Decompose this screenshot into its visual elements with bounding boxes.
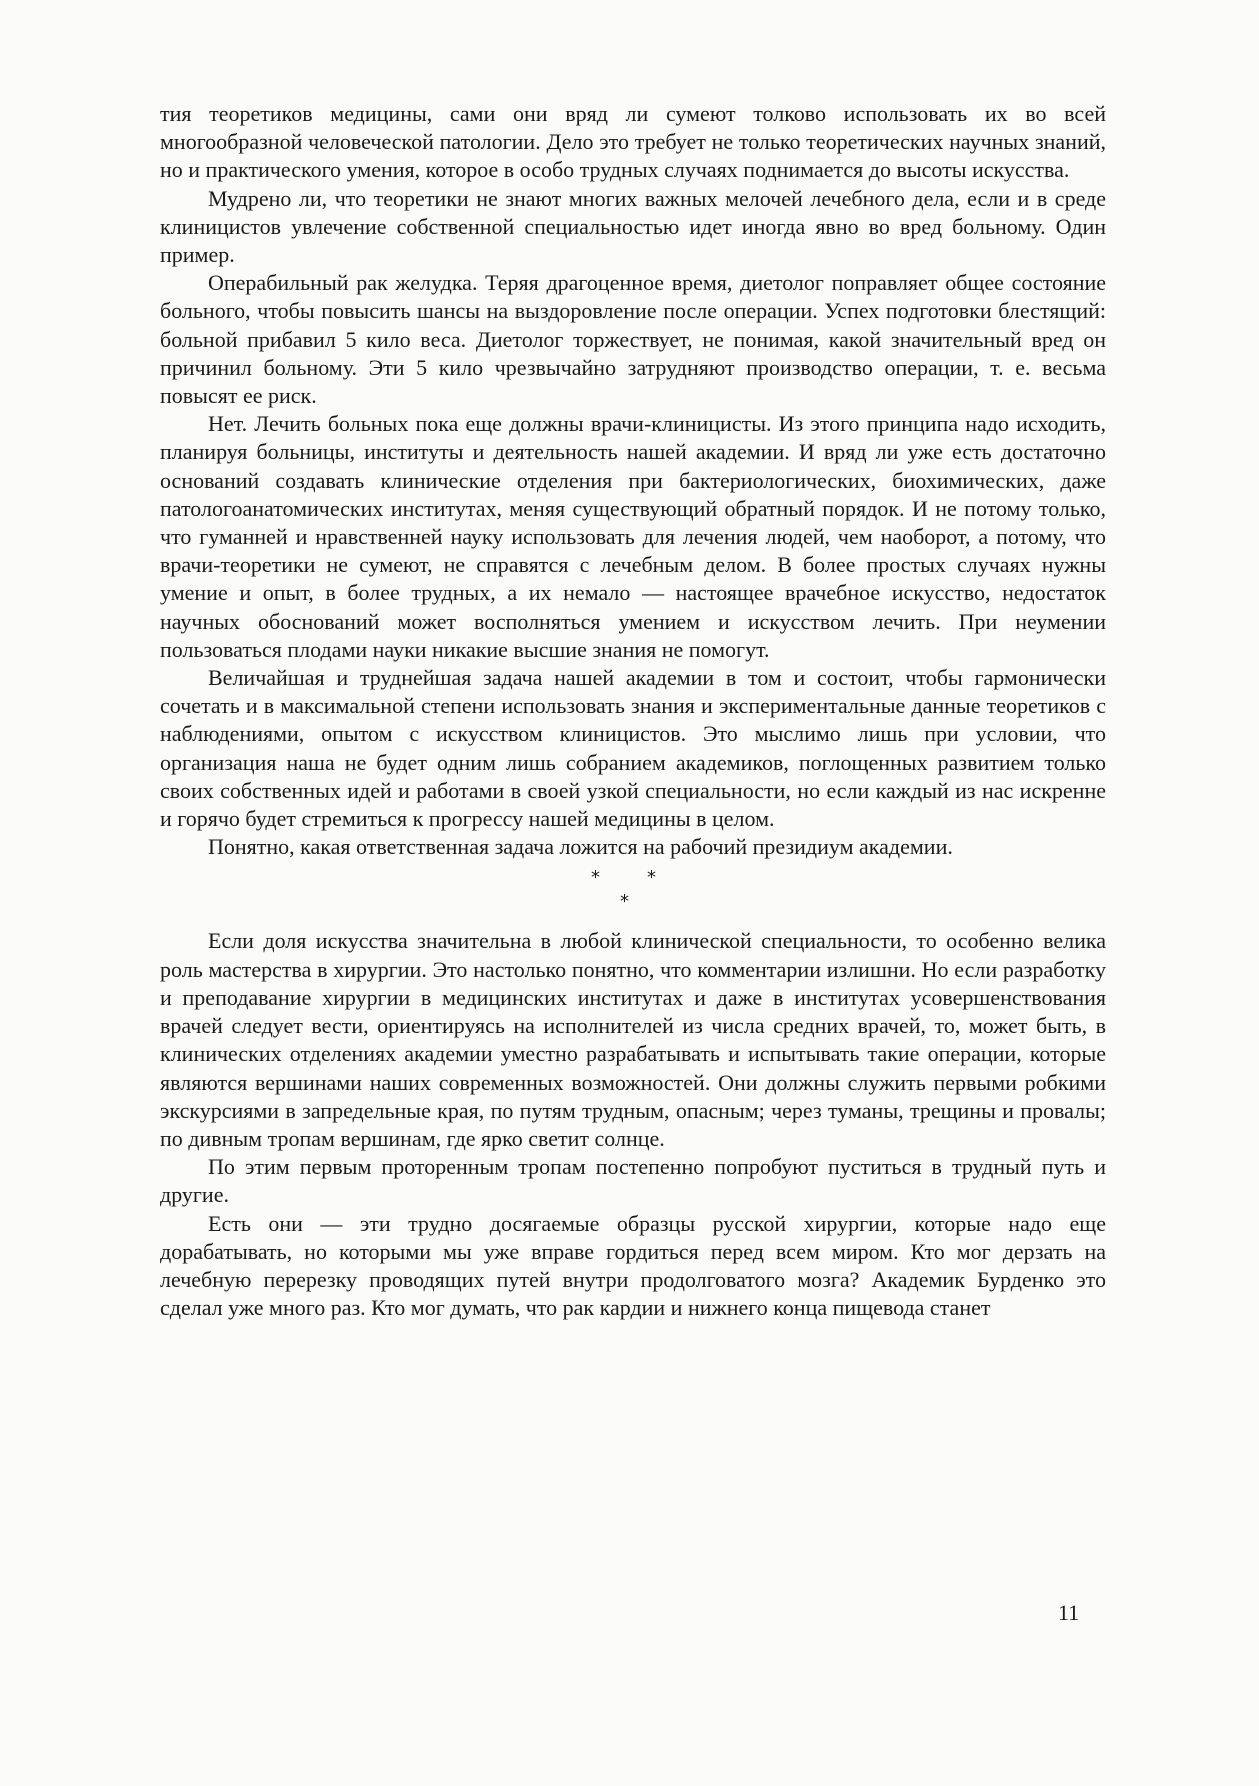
paragraph: Понятно, какая ответственная задача ложится на рабочий президиум академии. bbox=[208, 834, 953, 860]
paragraph: По этим первым проторенным тропам постепенно попробуют пуститься в трудный путь и другие. bbox=[160, 1154, 1106, 1208]
page-number: 11 bbox=[1058, 1600, 1080, 1625]
separator-star: * bbox=[647, 867, 656, 889]
paragraph: Операбильный рак желудка. Теряя драгоценное время, диетолог поправляет общее состояние больного, чтобы повысить шансы на выздоровление после операции. Успех подготовки блестящий: больной прибавил 5 кило веса. Диетолог торжествует, не понимая, какой значительный вред он причинил больному. Эти 5 кило чрезвычайно затрудняют производство операции, т. е. весьма повысят ее риск. bbox=[160, 270, 1106, 409]
separator-star: * bbox=[591, 867, 600, 889]
paragraph: Величайшая и труднейшая задача нашей академии в том и состоит, чтобы гармонически сочетать и в максимальной степени использовать знания и экспериментальные данные теоретиков с наблюдениями, опытом с искусством клиницистов. Это мыслимо лишь при условии, что организация наша не будет одним лишь собранием академиков, поглощенных развитием только своих собственных идей и работами в своей узкой специальности, но если каждый из нас искренне и горячо будет стремиться к прогрессу нашей медицины в целом. bbox=[160, 665, 1106, 832]
paragraph: Мудрено ли, что теоретики не знают многих важных мелочей лечебного дела, если и в среде клиницистов увлечение собственной специальностью идет иногда явно во вред больному. Один пример. bbox=[160, 185, 1106, 268]
paragraph: тия теоретиков медицины, сами они вряд ли сумеют толково использовать их во всей многообразной человеческой патологии. Дело это требует не только теоретических научных знаний, но и практического умения, которое в особо трудных случаях поднимается до высоты искусства. bbox=[160, 101, 1106, 183]
page-text bbox=[160, 100, 1106, 1322]
paragraph: Если доля искусства значительна в любой клинической специальности, то особенно велика роль мастерства в хирургии. Это настолько понятно, что комментарии излишни. Но если разработку и преподавание хирургии в медицинских институтах и даже в институтах усовершенствования врачей следует вести, ориентируясь на исполнителей из числа средних врачей, то, может быть, в клинических отделениях академии уместно разрабатывать и испытывать такие операции, которые являются вершинами наших современных возможностей. Они должны служить первыми робкими экскурсиями в запредельные края, по путям трудным, опасным; через туманы, трещины и провалы; по дивным тропам вершинам, где ярко светит солнце. bbox=[160, 928, 1106, 1151]
section-separator bbox=[160, 865, 1106, 921]
paragraph: Есть они — эти трудно досягаемые образцы русской хирургии, которые надо еще дорабатывать, но которыми мы уже вправе гордиться перед всем миром. Кто мог дерзать на лечебную перерезку проводящих путей внутри продолговатого мозга? Академик Бурденко это сделал уже много раз. Кто мог думать, что рак кардии и нижнего конца пищевода станет bbox=[160, 1210, 1106, 1321]
separator-star: * bbox=[620, 891, 629, 913]
paragraph: Нет. Лечить больных пока еще должны врачи-клиницисты. Из этого принципа надо исходить, планируя больницы, институты и деятельность нашей академии. И вряд ли уже есть достаточно оснований создавать клинические отделения при бактериологических, биохимических, даже патологоанатомических институтах, меняя существующий обратный порядок. И не потому только, что гуманней и нравственней науку использовать для лечения людей, чем наоборот, а потому, что врачи-теоретики не сумеют, не справятся с лечебным делом. В более простых случаях нужны умение и опыт, в более трудных, а их немало — настоящее врачебное искусство, недостаток научных обоснований может восполняться умением и искусством лечить. При неумении пользоваться плодами науки никакие высшие знания не помогут. bbox=[160, 411, 1106, 662]
